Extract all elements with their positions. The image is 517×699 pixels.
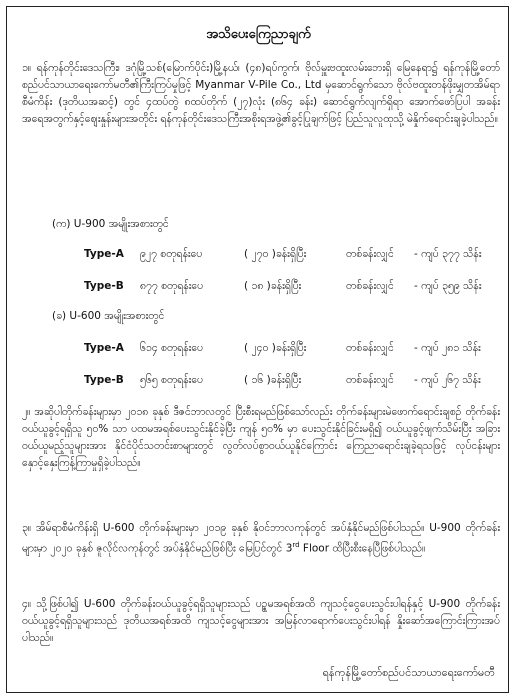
- row-each: တစ်ခန်းလျှင်: [346, 280, 394, 292]
- row-units: ( ၂၄၀ )ခန်းရှိပြီး: [244, 342, 307, 354]
- row-u900-type-b: [84, 280, 482, 292]
- row-units: ( ၁၆ )ခန်းရှိပြီး: [244, 374, 302, 386]
- row-sqft: ၅၆၅ စတုရန်းပေ: [140, 374, 204, 386]
- row-price: - ကျပ် ၂၆၇ သိန်း: [414, 374, 481, 386]
- row-sqft: ၈၇၇ စတုရန်းပေ: [140, 280, 204, 292]
- row-u600-type-b: [84, 374, 481, 386]
- row-type: Type-B: [84, 374, 124, 386]
- paragraph-3-text: ၃။ အိမ်ရာစီမံကိန်းရှိ U-600 တိုက်ခန်းများမှာ ၂၀၁၉ ခုနှစ် နိုဝင်ဘာလကုန်တွင် အပ်နှံနိုင်မည်ဖြစ်ပါသည်။ U-900 တိုက်ခန်းများမှာ ၂၀၂၀ ခုနှစ် ဇူလိုင်လကုန်တွင် အပ်နှံနိုင်မည်ဖြစ်ပြီး မြေပြင်တွင် 3: [22, 522, 500, 555]
- row-units: ( ၁၈ )ခန်းရှိပြီး: [244, 280, 302, 292]
- paragraph-3-tail: Floor ထိပြီးစီးနေပြီဖြစ်ပါသည်။: [299, 542, 426, 555]
- row-u600-type-a: [84, 342, 481, 354]
- row-each: တစ်ခန်းလျှင်: [346, 342, 394, 354]
- paragraph-3-superscript: rd: [292, 541, 300, 549]
- row-price: - ကျပ် ၃၅၉ သိန်း: [414, 280, 482, 292]
- paragraph-3: [22, 520, 500, 558]
- section-a-label: (က) U-900 အမျိုးအစားတွင်: [52, 218, 169, 230]
- paragraph-2: ၂။ အဆိုပါတိုက်ခန်းများမှာ ၂၀၁၈ ခုနှစ် ဒီဇင်ဘာလတွင် ပြီးစီးရမည်ဖြစ်သော်လည်း တိုက်ခန်းများမဲဖောက်ရောင်းချစဉ် တိုက်ခန်းဝယ်ယူခွင့်ရရှိသူ ၅၀% သာ ပထမအရစ်ပေးသွင်းနိုင်ခဲ့ပြီး ကျန် ၅၀% မှာ ပေးသွင်းနိုင်ခြင်းမရှိ၍ ဝယ်ယူခွင့်ဖျက်သိမ်းပြီး အခြားဝယ်ယူမည့်သူများအား နိုင်ငံပိုင်သတင်းစာများတွင် လွတ်လပ်စွာဝယ်ယူနိုင်ကြောင်း ကြေညာရောင်းချခဲ့ရသဖြင့် လုပ်ငန်းများနှောင့်နှေးကြန့်ကြာမှုရှိခဲ့ပါသည်။: [22, 406, 500, 469]
- row-each: တစ်ခန်းလျှင်: [346, 248, 394, 260]
- paragraph-1: ၁။ ရန်ကုန်တိုင်းဒေသကြီး၊ ဒဂုံမြို့သစ်(မြောက်ပိုင်း)မြို့နယ်၊ (၄၈)ရပ်ကွက်၊ ဗိုလ်မှူးဗထူးလမ်းဘေးရှိ မြေနေရာ၌ ရန်ကုန်မြို့တော်စည်ပင်သာယာရေးကော်မတီ၏ကြီးကြပ်မှုဖြင့် Myanmar V-Pile Co., Ltd မှဆောင်ရွက်သော ဗိုလ်ဗထူးတန်ဖိုးမျှတအိမ်ရာစီမံကိန်း (ဒုတိယအဆင့်) တွင် ၄ထပ်တွဲ ၈ထပ်တိုက် (၂၇)လုံး (၈၆၄ ခန်း) ဆောင်ရွက်လျက်ရှိရာ အောက်ဖော်ပြပါ အခန်းအရေအတွက်နှင့်ဈေးနှုန်းများအတိုင်း ရန်ကုန်တိုင်းဒေသကြီးအစိုးရအဖွဲ့၏ခွင့်ပြုချက်ဖြင့် ပြည်သူလူထုသို့ မဲနှိုက်ရောင်းချခဲ့ပါသည်။: [22, 62, 500, 125]
- paragraph-4: ၄။ သို့ဖြစ်ပါ၍ U-600 တိုက်ခန်းဝယ်ယူခွင့်ရရှိသူများသည် ပဉ္စမအရစ်အထိ ကျသင့်ငွေပေးသွင်းပါရန်နှင့် U-900 တိုက်ခန်းဝယ်ယူခွင့်ရရှိသူများသည် ဒုတိယအရစ်အထိ ကျသင့်ငွေများအား အမြန်လာရောက်ပေးသွင်းပါရန် နှိုးဆော်အကြောင်းကြားအပ်ပါသည်။: [22, 598, 500, 644]
- row-u900-type-a: [84, 248, 482, 260]
- row-type: Type-A: [84, 248, 124, 260]
- row-units: ( ၂၇၀ )ခန်းရှိပြီး: [244, 248, 307, 260]
- row-sqft: ၉၂၇ စတုရန်းပေ: [140, 248, 203, 260]
- row-type: Type-B: [84, 280, 124, 292]
- row-type: Type-A: [84, 342, 124, 354]
- row-each: တစ်ခန်းလျှင်: [346, 374, 394, 386]
- row-price: - ကျပ် ၂၈၁ သိန်း: [414, 342, 481, 354]
- row-price: - ကျပ် ၃၇၇ သိန်း: [414, 248, 482, 260]
- page-title: အသိပေးကြေညာချက်: [206, 27, 311, 42]
- section-b-label: (ခ) U-600 အမျိုးအစားတွင်: [52, 310, 165, 322]
- row-sqft: ၆၁၄ စတုရန်းပေ: [140, 342, 204, 354]
- signature: ရန်ကုန်မြို့တော်စည်ပင်သာယာရေးကော်မတီ: [322, 666, 495, 679]
